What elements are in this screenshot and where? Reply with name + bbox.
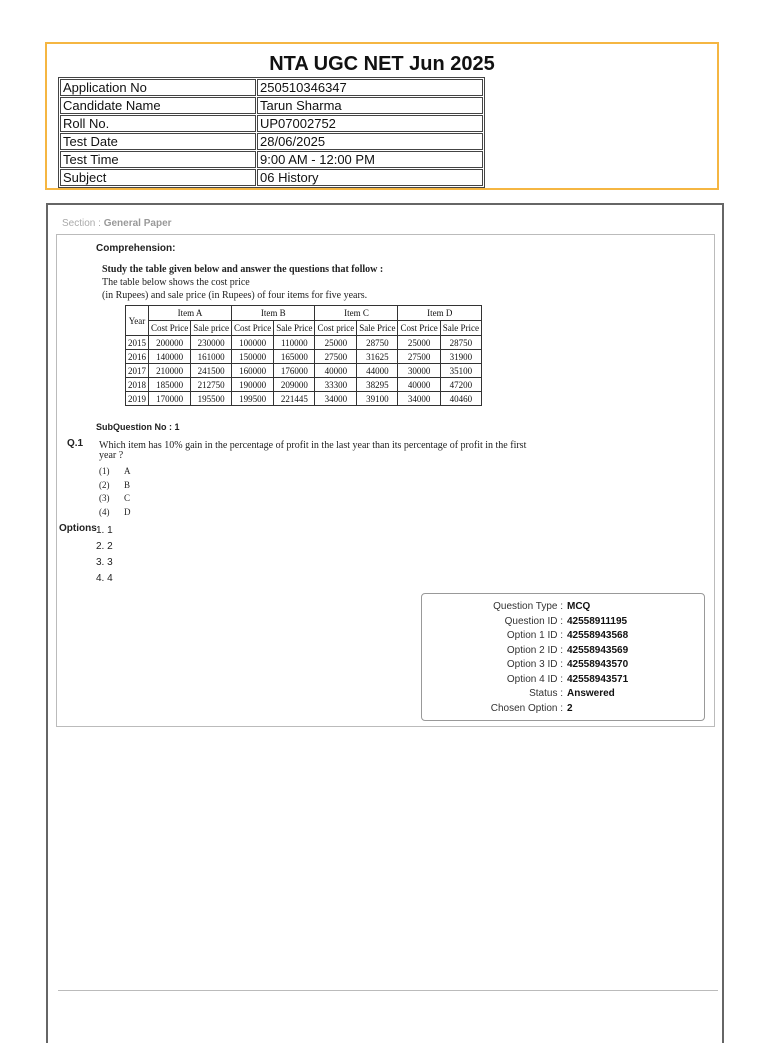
- detail-row: [422, 658, 704, 673]
- detail-label: Option 2 ID :: [506, 644, 563, 656]
- price-cell: 30000: [398, 364, 440, 378]
- price-subheader: Cost Price: [398, 321, 440, 336]
- price-cell: 28750: [357, 336, 398, 350]
- item-header: Item B: [231, 306, 315, 321]
- item-header: Item A: [149, 306, 232, 321]
- detail-label: Option 4 ID :: [506, 673, 563, 685]
- question-details: [422, 600, 704, 716]
- detail-row: [422, 687, 704, 702]
- info-value: 28/06/2025: [257, 133, 483, 150]
- price-subheader: Cost Price: [149, 321, 191, 336]
- info-label: Test Date: [60, 133, 256, 150]
- price-cell: 27500: [315, 350, 357, 364]
- year-cell: 2017: [126, 364, 149, 378]
- info-row: [60, 151, 483, 168]
- price-cell: 28750: [440, 336, 481, 350]
- price-cell: 25000: [315, 336, 357, 350]
- exam-title: NTA UGC NET Jun 2025: [269, 53, 495, 75]
- table-subheader-row: [126, 321, 482, 336]
- price-cell: 195500: [191, 392, 232, 406]
- price-cell: 140000: [149, 350, 191, 364]
- detail-label: Status :: [529, 688, 563, 699]
- options-list: [96, 523, 113, 587]
- price-table: [125, 305, 482, 406]
- price-cell: 212750: [191, 378, 232, 392]
- price-cell: 25000: [398, 336, 440, 350]
- price-cell: 35100: [440, 364, 481, 378]
- price-cell: 150000: [231, 350, 273, 364]
- detail-value: 42558911195: [567, 615, 628, 627]
- question-details-box: [421, 593, 705, 721]
- table-row: [126, 378, 482, 392]
- price-cell: 31900: [440, 350, 481, 364]
- info-value: 9:00 AM - 12:00 PM: [257, 151, 483, 168]
- comprehension-passage: [102, 263, 383, 302]
- choice-item: [99, 465, 149, 479]
- choice-item: [99, 479, 149, 493]
- choice-number: (1): [99, 466, 110, 476]
- price-cell: 34000: [315, 392, 357, 406]
- detail-label: Question Type :: [493, 601, 563, 612]
- year-cell: 2019: [126, 392, 149, 406]
- price-cell: 34000: [398, 392, 440, 406]
- price-cell: 210000: [149, 364, 191, 378]
- question-choices: [99, 465, 149, 519]
- info-row: [60, 133, 483, 150]
- section-prefix: Section :: [62, 218, 101, 229]
- info-label: Roll No.: [60, 115, 256, 132]
- price-cell: 27500: [398, 350, 440, 364]
- price-cell: 47200: [440, 378, 481, 392]
- passage-line: The table below shows the cost price: [102, 277, 250, 288]
- price-cell: 199500: [231, 392, 273, 406]
- info-label: Test Time: [60, 151, 256, 168]
- section-heading: [62, 218, 172, 229]
- price-cell: 40460: [440, 392, 481, 406]
- info-value: UP07002752: [257, 115, 483, 132]
- price-cell: 165000: [274, 350, 315, 364]
- price-cell: 110000: [274, 336, 315, 350]
- info-label: Application No: [60, 79, 256, 96]
- table-row: [126, 392, 482, 406]
- price-cell: 39100: [357, 392, 398, 406]
- detail-row: [422, 702, 704, 717]
- choice-number: (3): [99, 493, 110, 503]
- year-header: Year: [126, 306, 149, 336]
- choice-item: [99, 506, 149, 520]
- price-cell: 44000: [357, 364, 398, 378]
- price-subheader: Sale Price: [274, 321, 315, 336]
- candidate-header: [45, 42, 719, 190]
- detail-row: [422, 615, 704, 630]
- table-row: [126, 364, 482, 378]
- detail-value: MCQ: [567, 601, 591, 612]
- question-box: [56, 234, 715, 727]
- info-row: [60, 169, 483, 186]
- subquestion-number: SubQuestion No : 1: [96, 422, 180, 432]
- detail-value: 42558943570: [567, 659, 629, 670]
- info-value: 06 History: [257, 169, 483, 186]
- price-cell: 33300: [315, 378, 357, 392]
- table-row: [126, 350, 482, 364]
- choice-text: C: [124, 493, 131, 503]
- price-cell: 190000: [231, 378, 273, 392]
- detail-value: 42558943568: [567, 630, 629, 641]
- price-subheader: Sale Price: [440, 321, 481, 336]
- info-row: [60, 115, 483, 132]
- price-cell: 209000: [274, 378, 315, 392]
- detail-row: [422, 629, 704, 644]
- item-header: Item C: [315, 306, 398, 321]
- divider: [58, 990, 718, 991]
- option-item: 4. 4: [96, 573, 113, 584]
- detail-value: 42558943569: [567, 644, 629, 656]
- question-number: Q.1: [67, 438, 84, 449]
- detail-label: Option 1 ID :: [506, 630, 563, 641]
- option-item: 1. 1: [96, 525, 113, 536]
- info-row: [60, 79, 483, 96]
- year-cell: 2016: [126, 350, 149, 364]
- choice-item: [99, 492, 149, 506]
- question-panel: [46, 203, 724, 1043]
- price-cell: 40000: [398, 378, 440, 392]
- detail-row: [422, 644, 704, 659]
- choice-text: D: [124, 506, 131, 517]
- detail-value: 2: [567, 702, 573, 714]
- price-cell: 170000: [149, 392, 191, 406]
- price-cell: 176000: [274, 364, 315, 378]
- detail-row: [422, 600, 704, 615]
- passage-lead: Study the table given below and answer the questions that follow :: [102, 264, 384, 275]
- price-cell: 40000: [315, 364, 357, 378]
- price-cell: 230000: [191, 336, 232, 350]
- table-body: [126, 336, 482, 406]
- candidate-info-table: [58, 77, 485, 188]
- option-item: 2. 2: [96, 541, 113, 552]
- price-cell: 185000: [149, 378, 191, 392]
- passage-line: (in Rupees) and sale price (in Rupees) of four items for five years.: [102, 290, 368, 301]
- table-header-row: [126, 306, 482, 321]
- choice-text: A: [124, 466, 131, 476]
- info-row: [60, 97, 483, 114]
- price-cell: 161000: [191, 350, 232, 364]
- item-header: Item D: [398, 306, 482, 321]
- detail-value: Answered: [567, 688, 615, 699]
- choice-number: (2): [99, 479, 110, 490]
- options-label: Options: [59, 523, 97, 534]
- price-cell: 200000: [149, 336, 191, 350]
- price-subheader: Sale price: [191, 321, 232, 336]
- price-cell: 38295: [357, 378, 398, 392]
- choice-text: B: [124, 479, 131, 490]
- info-value: Tarun Sharma: [257, 97, 483, 114]
- comprehension-label: Comprehension:: [96, 243, 176, 254]
- detail-label: Option 3 ID :: [506, 659, 563, 670]
- section-name: General Paper: [103, 218, 172, 229]
- price-cell: 221445: [274, 392, 315, 406]
- price-cell: 160000: [231, 364, 273, 378]
- info-label: Subject: [60, 169, 256, 186]
- price-subheader: Cost price: [315, 321, 357, 336]
- option-item: 3. 3: [96, 557, 113, 568]
- detail-value: 42558943571: [567, 673, 629, 685]
- price-cell: 31625: [357, 350, 398, 364]
- price-subheader: Cost Price: [231, 321, 273, 336]
- price-cell: 241500: [191, 364, 232, 378]
- price-cell: 100000: [231, 336, 273, 350]
- detail-label: Question ID :: [504, 615, 563, 627]
- year-cell: 2018: [126, 378, 149, 392]
- info-value: 250510346347: [257, 79, 483, 96]
- choice-number: (4): [99, 506, 110, 517]
- detail-label: Chosen Option :: [490, 702, 563, 714]
- table-row: [126, 336, 482, 350]
- info-label: Candidate Name: [60, 97, 256, 114]
- question-text: Which item has 10% gain in the percentage of profit in the last year than its percentage of profit in the first year ?: [99, 440, 527, 461]
- year-cell: 2015: [126, 336, 149, 350]
- detail-row: [422, 673, 704, 688]
- price-subheader: Sale Price: [357, 321, 398, 336]
